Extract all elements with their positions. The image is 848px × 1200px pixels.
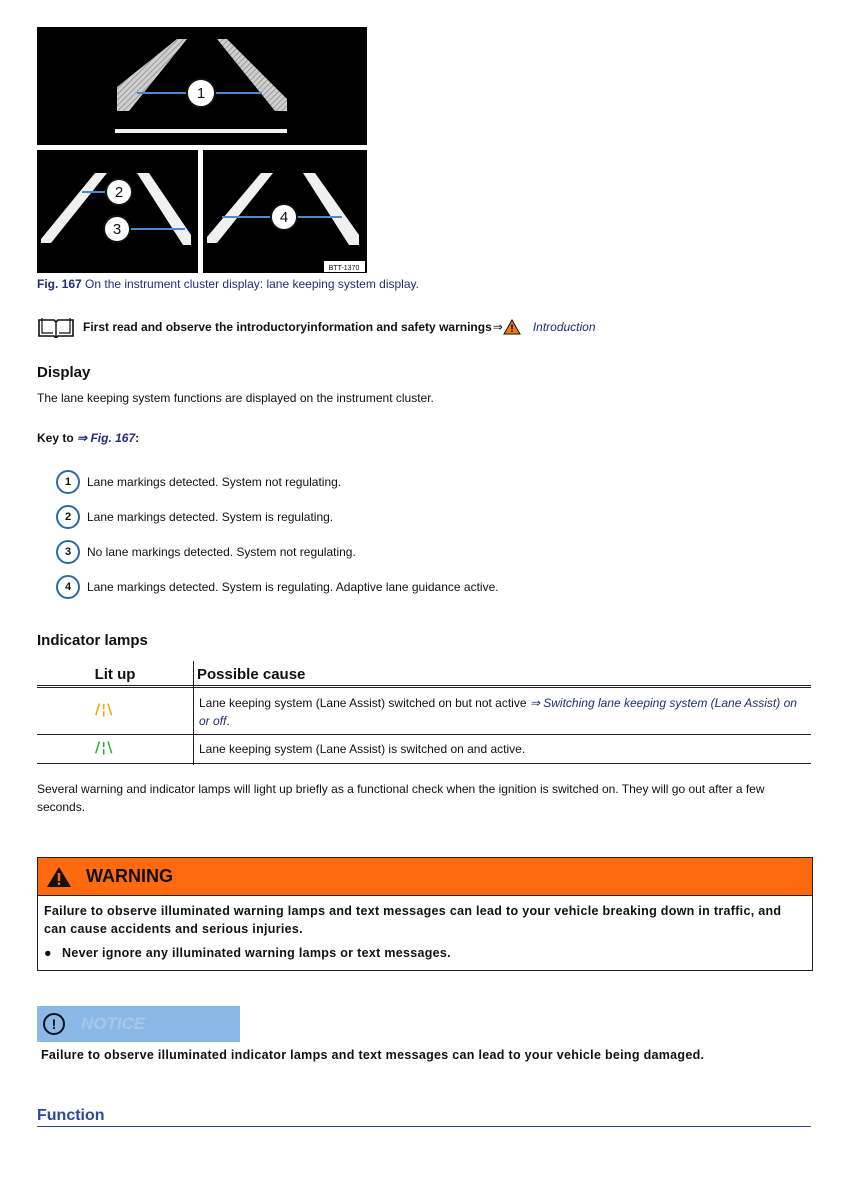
key-prefix: Key to (37, 431, 74, 445)
warning-body (38, 896, 812, 968)
figure-illustration (37, 27, 367, 273)
number-circle-1: 1 (56, 470, 80, 494)
figure-caption (37, 277, 419, 291)
cause-arrow: ⇒ (529, 696, 540, 710)
table-header (37, 661, 811, 688)
notice-header (37, 1006, 240, 1042)
notice-title: NOTICE (81, 1014, 146, 1033)
figure-ref-link[interactable]: Fig. 167 (90, 431, 136, 445)
exclamation-circle-icon: ! (43, 1013, 65, 1035)
key-item-text: No lane markings detected. System not regulating. (87, 545, 356, 559)
cause-end: . (226, 714, 230, 728)
indicator-lamps-table (37, 661, 811, 764)
svg-text:1: 1 (196, 85, 206, 102)
function-heading: Function (37, 1107, 811, 1127)
figure-caption-text: On the instrument cluster display: lane keeping system display. (85, 277, 419, 291)
number-circle-4: 4 (56, 575, 80, 599)
functional-check-paragraph: Several warning and indicator lamps will light up briefly as a functional check when the ignition is switched on. They will go out after a few seconds. (37, 782, 765, 814)
figure-code: BTT-1370 (328, 265, 360, 272)
cause-text: Lane keeping system (Lane Assist) switched on but not active (199, 696, 527, 710)
column-header-possible-cause: Possible cause (197, 666, 306, 683)
svg-text:4: 4 (279, 209, 289, 226)
warning-triangle-icon (46, 866, 72, 888)
key-item-2 (56, 504, 333, 530)
warning-text: Failure to observe illuminated warning lamps and text messages can lead to your vehicle breaking down in traffic, and can cause accidents and serious injuries. (44, 904, 782, 936)
right-lane-marking-br (303, 173, 359, 245)
notice-text: Failure to observe illuminated indicator lamps and text messages can lead to your vehicle being damaged. (41, 1048, 705, 1062)
lane-keeping-figure (37, 27, 367, 273)
warning-box (37, 857, 813, 971)
left-lane-marking-bl (41, 173, 107, 243)
cause-cell (199, 740, 804, 758)
warning-header (38, 858, 812, 896)
key-item-1 (56, 469, 341, 495)
key-arrow: ⇒ (77, 431, 88, 445)
introduction-link[interactable]: Introduction (532, 320, 596, 334)
switching-lane-assist-link[interactable]: Switching lane keeping system (Lane Assist) on or off (199, 696, 797, 728)
table-row (37, 688, 811, 735)
left-lane-marking-top (117, 39, 187, 111)
warning-triangle-icon (503, 319, 521, 335)
figure-caption-label: Fig. 167 (37, 277, 82, 291)
number-circle-3: 3 (56, 540, 80, 564)
read-first-note (37, 316, 737, 338)
right-lane-marking-bl (137, 173, 191, 245)
key-item-text: Lane markings detected. System is regulating. (87, 510, 334, 524)
key-item-4 (56, 574, 499, 600)
indicator-lamps-heading: Indicator lamps (37, 632, 148, 649)
lane-assist-green-lamp-icon: /¦\ (95, 740, 114, 756)
display-heading: Display (37, 364, 91, 381)
key-item-3 (56, 539, 356, 565)
left-lane-marking-br (207, 173, 273, 243)
display-text: The lane keeping system functions are displayed on the instrument cluster. (37, 391, 434, 405)
number-circle-2: 2 (56, 505, 80, 529)
callout-2 (106, 179, 132, 205)
ground-line-top (115, 129, 287, 133)
callout-4 (271, 204, 297, 230)
key-label (37, 431, 139, 445)
table-row (37, 735, 811, 764)
svg-text:3: 3 (112, 221, 122, 238)
callout-1 (187, 79, 215, 107)
right-lane-marking-top (217, 39, 287, 111)
callout-3 (104, 216, 130, 242)
cause-cell (199, 694, 804, 730)
column-header-lit-up: Lit up (94, 666, 136, 683)
key-suffix: : (135, 431, 140, 445)
cause-text: Lane keeping system (Lane Assist) is switched on and active. (199, 742, 526, 756)
key-item-text: Lane markings detected. System not regulating. (87, 475, 342, 489)
key-item-text: Lane markings detected. System is regulating. Adaptive lane guidance active. (87, 580, 499, 594)
lane-assist-yellow-lamp-icon: /¦\ (95, 702, 114, 718)
warning-bullet (44, 944, 806, 962)
warning-bullet-text: Never ignore any illuminated warning lamps or text messages. (62, 946, 451, 960)
read-first-text: First read and observe the introductoryinformation and safety warnings (83, 320, 492, 334)
warning-title: WARNING (86, 866, 173, 886)
read-first-arrow: ⇒ (492, 320, 503, 334)
svg-text:2: 2 (114, 184, 124, 201)
bullet-dot-icon: ● (44, 946, 52, 960)
book-icon (37, 316, 75, 338)
